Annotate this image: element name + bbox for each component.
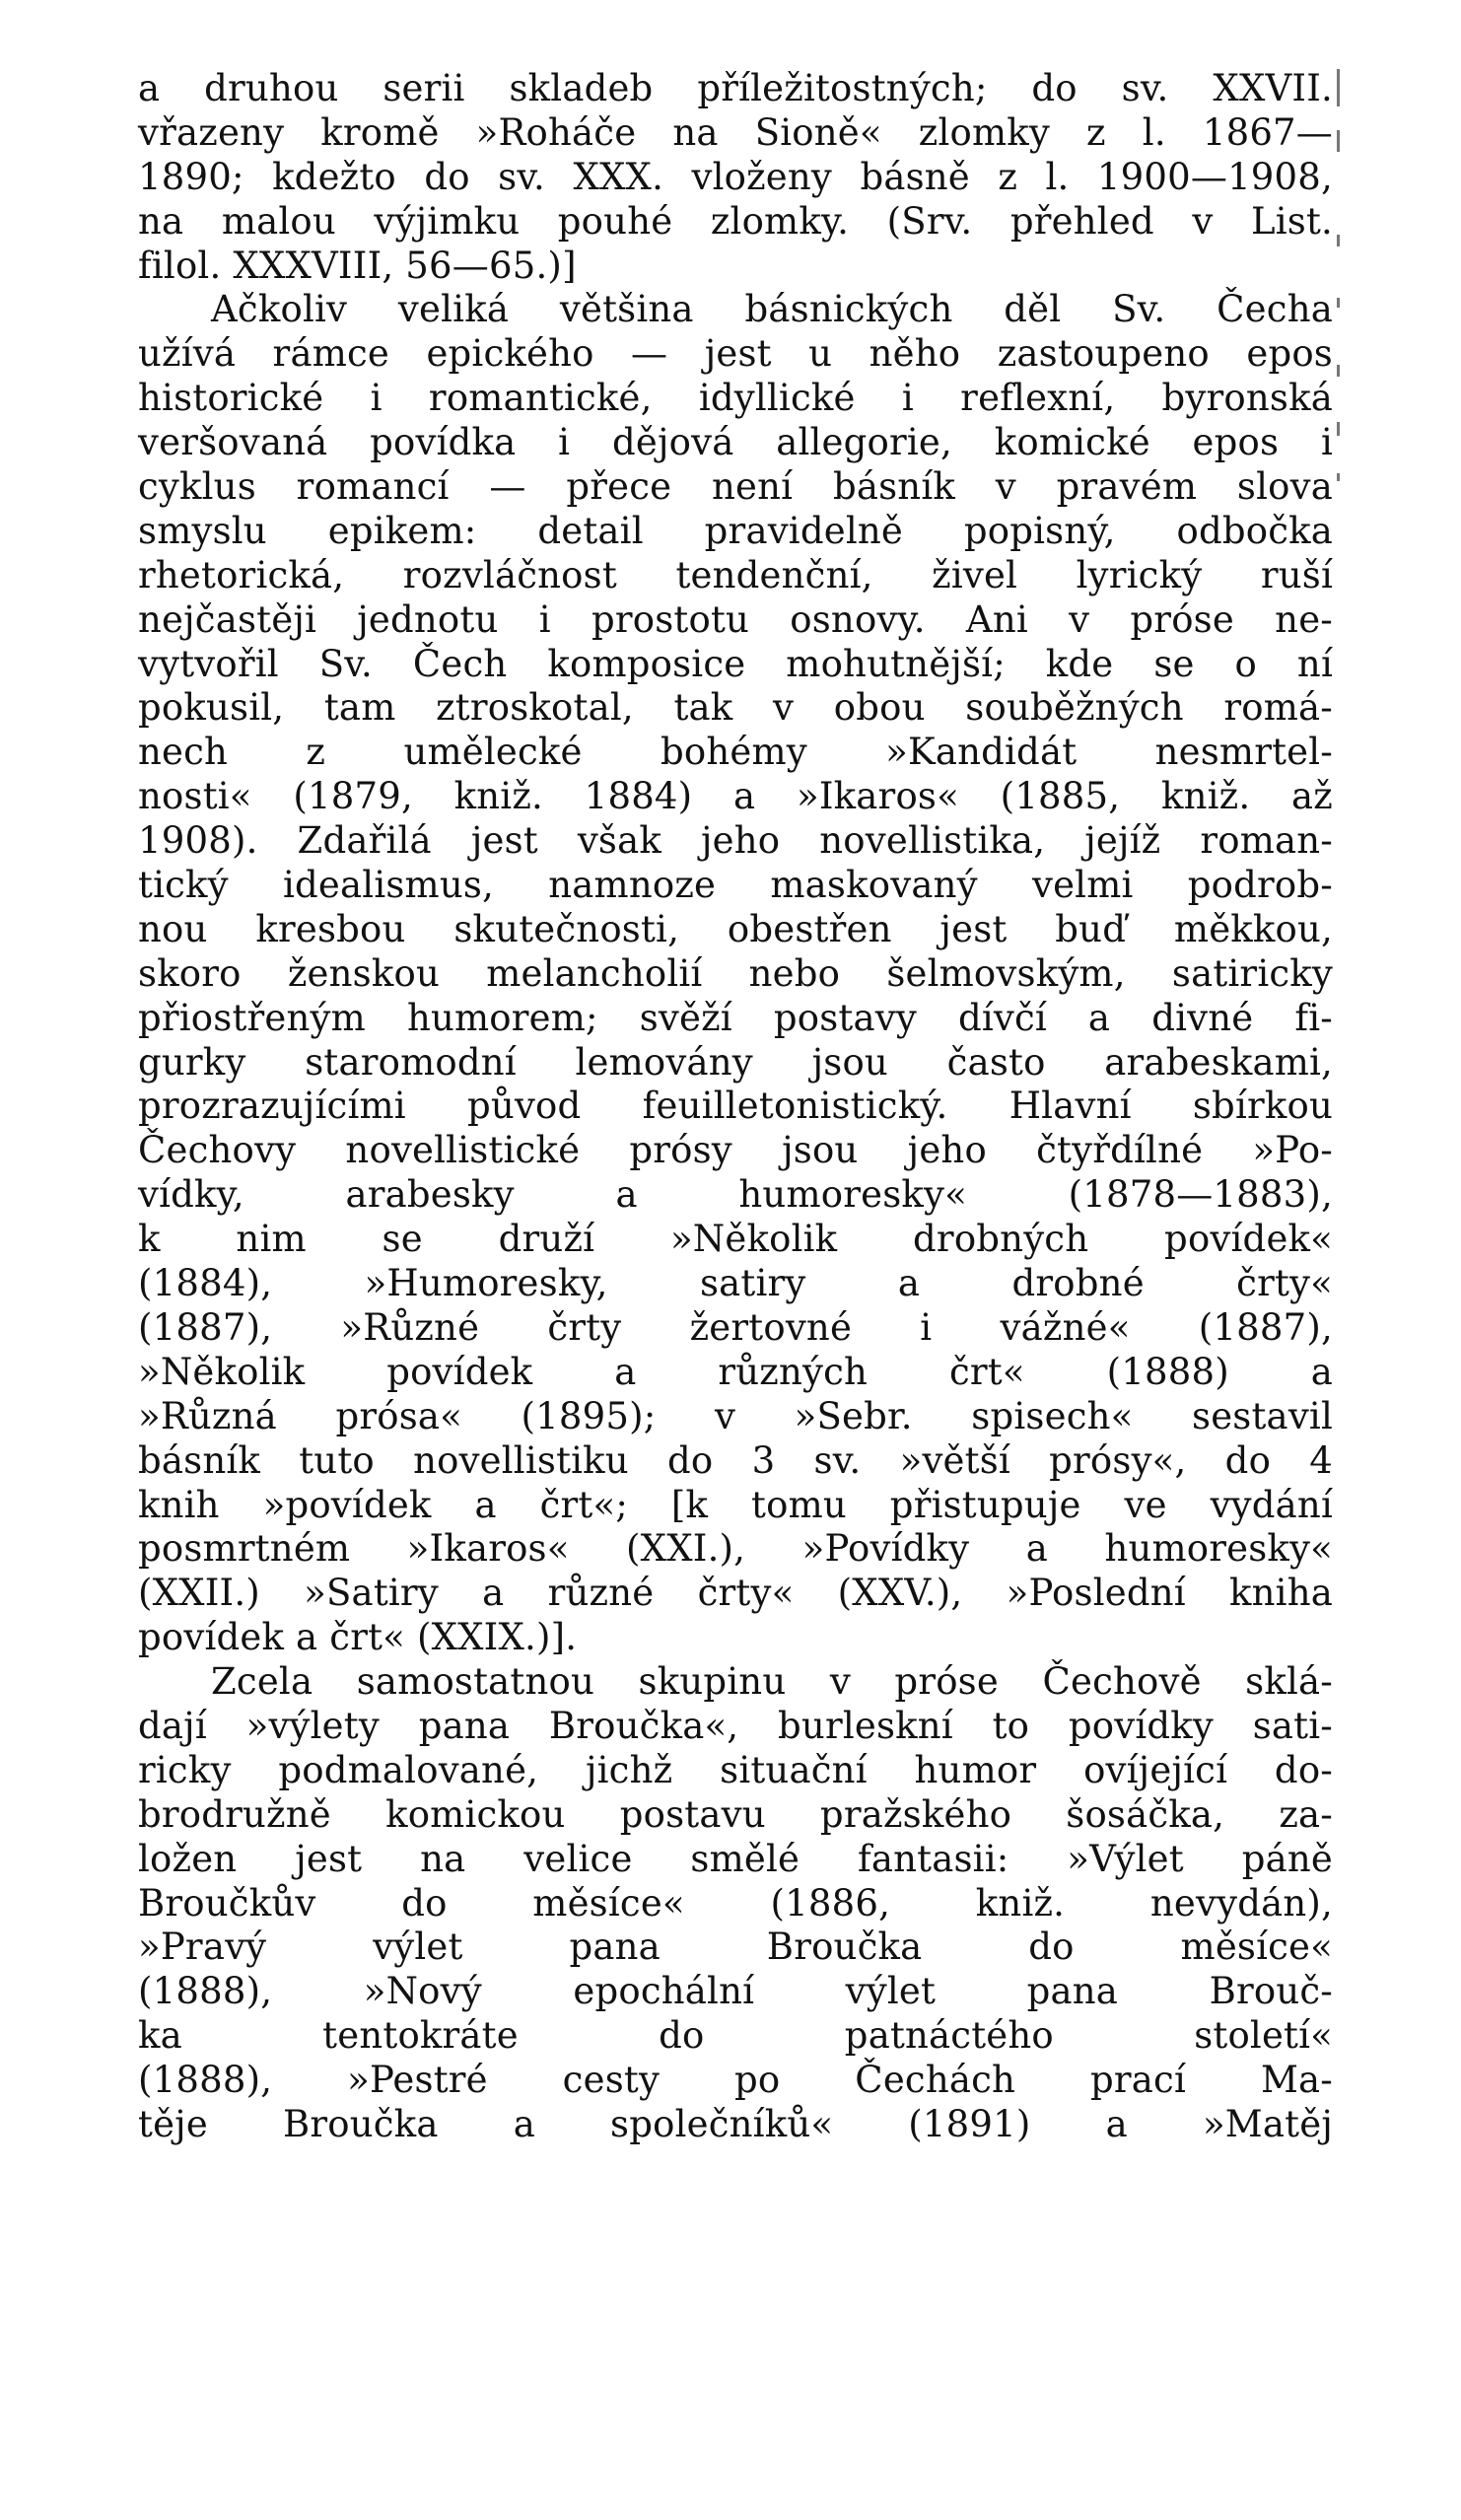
text-line: »Různá prósa« (1895); v »Sebr. spisech« sestavil [138,1394,1333,1437]
text-line: Čechovy novellistické prósy jsou jeho čtyřdílné »Po- [138,1129,1333,1172]
text-line: těje Broučka a společníků« (1891) a »Matěj [138,2102,1333,2145]
text-line: historické i romantické, idyllické i reflexní, byronská [138,377,1333,420]
text-line: knih »povídek a črt«; [k tomu přistupuje ve vydání [138,1483,1333,1526]
text-line: dají »výlety pana Broučka«, burleskní to povídky sati- [138,1704,1333,1747]
scan-edge-marks [1333,69,1347,483]
text-line: (1887), »Různé črty žertovné i vážné« (1887), [138,1305,1333,1349]
text-line: nosti« (1879, kniž. 1884) a »Ikaros« (1885, kniž. až [138,775,1333,818]
text-line: nech z umělecké bohémy »Kandidát nesmrtel- [138,731,1333,774]
text-line: 1890; kdežto do sv. XXX. vloženy básně z l. 1900—1908, [138,155,1333,198]
text-line: užívá rámce epického — jest u něho zastoupeno epos [138,332,1333,376]
paragraph-start-line: Zcela samostatnou skupinu v próse Čechově sklá- [211,1660,1333,1704]
text-line: a druhou serii skladeb příležitostných; do sv. XXVII. [138,67,1333,109]
text-line: cyklus romancí — přece není básník v pravém slova [138,465,1333,509]
text-line: prozrazujícími původ feuilletonistický. Hlavní sbírkou [138,1085,1333,1128]
text-line: básník tuto novellistiku do 3 sv. »větší prósy«, do 4 [138,1438,1333,1482]
text-line: vytvořil Sv. Čech komposice mohutnější; kde se o ní [138,642,1333,685]
text-line: (1888), »Pestré cesty po Čechách prací Ma- [138,2059,1333,2102]
text-line: nou kresbou skutečnosti, obestřen jest buď měkkou, [138,907,1333,950]
text-line: ricky podmalované, jichž situační humor ovíjející do- [138,1748,1333,1791]
text-line: na malou výjimku pouhé zlomky. (Srv. přehled v List. [138,199,1333,243]
text-line: rhetorická, rozvláčnost tendenční, živel lyrický ruší [138,553,1333,596]
text-line: nejčastěji jednotu i prostotu osnovy. Ani v próse ne- [138,597,1333,641]
text-line: tický idealismus, namnoze maskovaný velmi podrob- [138,864,1333,907]
text-line: 1908). Zdařilá jest však jeho novellistika, jejíž roman- [138,819,1333,863]
text-line: (1884), »Humoresky, satiry a drobné črty« [138,1262,1333,1305]
text-line: povídek a črt« (XXIX.)]. [138,1616,578,1659]
text-line: veršovaná povídka i dějová allegorie, komické epos i [138,421,1333,464]
text-line: filol. XXXVIII, 56—65.)] [138,244,577,287]
text-line: pokusil, tam ztroskotal, tak v obou souběžných romá- [138,686,1333,730]
text-line: »Několik povídek a různých črt« (1888) a [138,1350,1333,1393]
text-line: gurky staromodní lemovány jsou často arabeskami, [138,1040,1333,1084]
text-line: posmrtném »Ikaros« (XXI.), »Povídky a humoresky« [138,1527,1333,1571]
text-line: přiostřeným humorem; svěží postavy dívčí a divné fi- [138,996,1333,1039]
text-line: smyslu epikem: detail pravidelně popisný, odbočka [138,509,1333,552]
paragraph-start-line: Ačkoliv veliká většina básnických děl Sv. Čecha [211,288,1333,331]
text-line: brodružně komickou postavu pražského šosáčka, za- [138,1792,1333,1836]
text-line: (XXII.) »Satiry a různé črty« (XXV.), »Poslední kniha [138,1572,1333,1615]
text-line: »Pravý výlet pana Broučka do měsíce« [138,1925,1333,1969]
text-line: (1888), »Nový epochální výlet pana Brouč- [138,1970,1333,2013]
text-line: ka tentokráte do patnáctého století« [138,2014,1333,2058]
text-line: skoro ženskou melancholií nebo šelmovským, satiricky [138,951,1333,995]
text-line: Broučkův do měsíce« (1886, kniž. nevydán), [138,1881,1333,1925]
text-line: vídky, arabesky a humoresky« (1878—1883), [138,1173,1333,1217]
text-line: vřazeny kromě »Roháče na Sioně« zlomky z l. 1867— [138,110,1333,154]
text-line: k nim se druží »Několik drobných povídek« [138,1218,1333,1261]
page-text [138,67,1333,2147]
text-line: ložen jest na velice smělé fantasii: »Výlet páně [138,1837,1333,1880]
